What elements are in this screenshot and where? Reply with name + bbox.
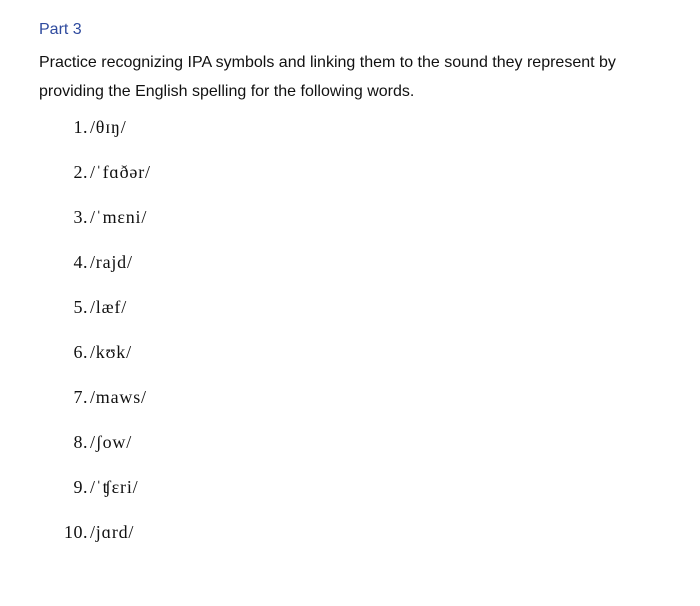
- ipa-transcription: /ˈfɑðər/: [90, 162, 151, 182]
- ipa-transcription: /ʃow/: [90, 432, 132, 452]
- item-number: 4.: [73, 252, 88, 272]
- item-number: 6.: [73, 342, 88, 362]
- ipa-transcription: /maws/: [90, 387, 147, 407]
- item-number: 5.: [73, 297, 88, 317]
- ipa-transcription: /ˈmɛni/: [90, 207, 148, 227]
- item-number: 10.: [64, 522, 88, 542]
- item-number: 3.: [73, 207, 88, 227]
- item-number: 2.: [73, 162, 88, 182]
- ipa-transcription: /rajd/: [90, 252, 133, 272]
- ipa-transcription: /θɪŋ/: [90, 117, 127, 137]
- instructions-text: Practice recognizing IPA symbols and linking them to the sound they represent by providing the English spelling for the following words.: [39, 54, 616, 100]
- section-heading: Part 3: [39, 21, 82, 38]
- item-number: 7.: [73, 387, 88, 407]
- item-number: 1.: [73, 117, 88, 137]
- ipa-transcription: /jɑrd/: [90, 522, 135, 542]
- ipa-transcription: /ˈʧɛri/: [90, 477, 139, 497]
- item-number: 9.: [73, 477, 88, 497]
- item-number: 8.: [73, 432, 88, 452]
- ipa-transcription: /læf/: [90, 297, 128, 317]
- ipa-transcription: /kʊk/: [90, 342, 132, 362]
